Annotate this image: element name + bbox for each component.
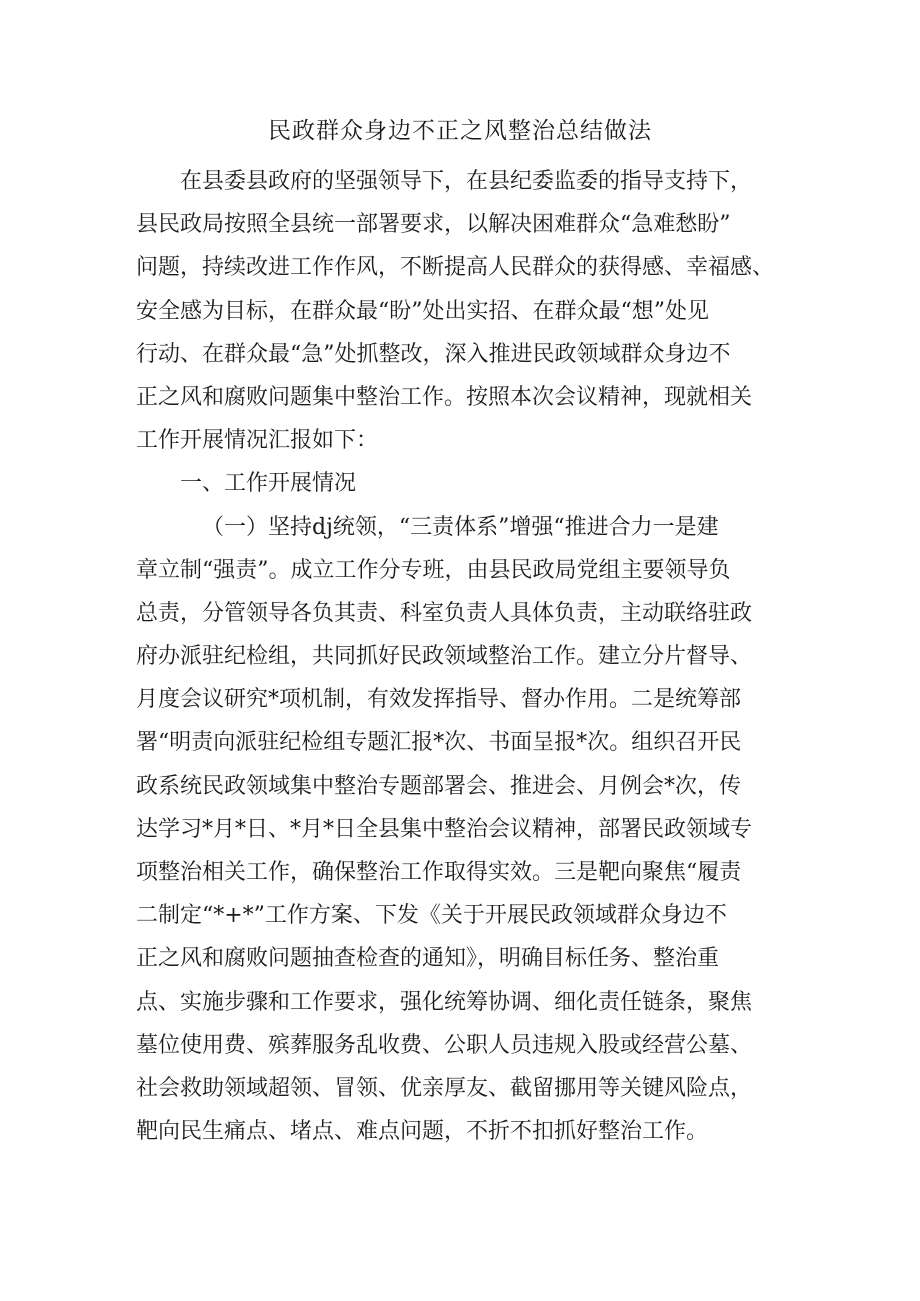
body-line: 二制定“*+*”工作方案、下发《关于开展民政领域群众身边不 xyxy=(136,903,727,929)
body-line: 项整治相关工作，确保整治工作取得实效。三是靶向聚焦“履责 xyxy=(136,860,742,885)
section-heading: 一、工作开展情况 xyxy=(180,471,357,497)
body-line: 政系统民政领域集中整治专题部署会、推进会、月例会*次，传 xyxy=(136,773,742,799)
document-title: 民政群众身边不正之风整治总结做法 xyxy=(268,118,652,144)
body-line: 点、实施步骤和工作要求，强化统筹协调、细化责任链条，聚焦 xyxy=(136,989,753,1015)
subsection-heading-line: （一）坚持dj统领，“三责体系”增强“推进合力一是建 xyxy=(202,514,719,540)
body-line: 总责，分管领导各负其责、科室负责人具体负责，主动联络驻政 xyxy=(136,600,753,626)
body-line: 正之风和腐败问题抽查检查的通知》，明确目标任务、整治重 xyxy=(136,946,720,972)
body-line: 靶向民生痛点、堵点、难点问题，不折不扣抓好整治工作。 xyxy=(136,1119,709,1145)
body-line: 达学习*月*日、*月*日全县集中整治会议精神，部署民政领域专 xyxy=(136,816,753,842)
body-line: 正之风和腐败问题集中整治工作。按照本次会议精神，现就相关 xyxy=(136,384,753,410)
body-line: 工作开展情况汇报如下： xyxy=(136,428,379,454)
body-line: 在县委县政府的坚强领导下，在县纪委监委的指导支持下， xyxy=(180,169,753,194)
body-line: 安全感为目标，在群众最“盼”处出实招、在群众最“想”处见 xyxy=(136,298,709,324)
body-line: 行动、在群众最“急”处抓整改，深入推进民政领域群众身边不 xyxy=(136,341,731,367)
body-line: 墓位使用费、殡葬服务乱收费、公职人员违规入股或经营公墓、 xyxy=(136,1032,753,1058)
body-line: 月度会议研究*项机制，有效发挥指导、督办作用。二是统筹部 xyxy=(136,687,742,713)
body-line: 问题，持续改进工作作风，不断提高人民群众的获得感、幸福感、 xyxy=(136,255,775,281)
body-line: 县民政局按照全县统一部署要求，以解决困难群众“急难愁盼” xyxy=(136,212,731,238)
document-body xyxy=(136,160,796,1153)
body-line: 社会救助领域超领、冒领、优亲厚友、截留挪用等关键风险点， xyxy=(136,1075,753,1101)
body-line: 署“明责向派驻纪检组专题汇报*次、书面呈报*次。组织召开民 xyxy=(136,730,742,756)
body-line: 章立制“强责”。成立工作分专班，由县民政局党组主要领导负 xyxy=(136,557,731,583)
body-line: 府办派驻纪检组，共同抓好民政领域整治工作。建立分片督导、 xyxy=(136,644,753,670)
